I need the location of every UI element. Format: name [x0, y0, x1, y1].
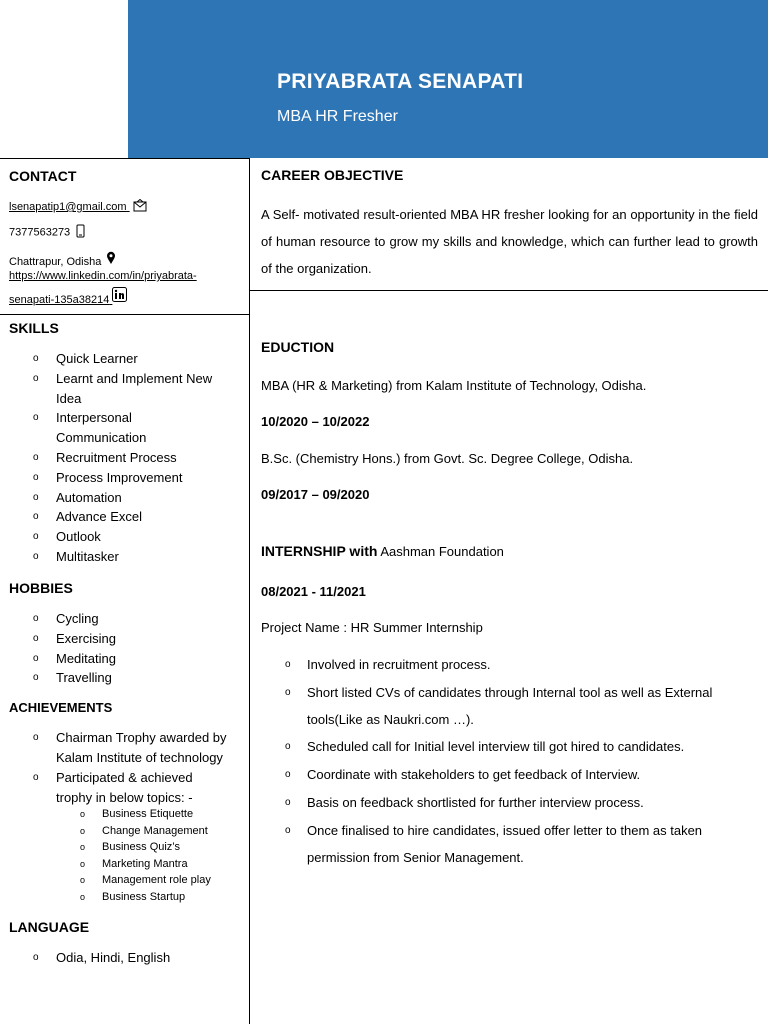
education-dates-2: 09/2017 – 09/2020	[261, 487, 370, 502]
contact-phone-row	[9, 224, 85, 241]
list-item: o Odia, Hindi, English	[0, 948, 248, 968]
contact-heading: CONTACT	[9, 168, 77, 184]
bullet-icon: o	[80, 825, 86, 836]
internship-project: Project Name : HR Summer Internship	[261, 620, 483, 635]
bullet-icon: o	[285, 825, 291, 836]
internship-org: Aashman Foundation	[377, 544, 504, 559]
list-item: o Coordinate with stakeholders to get feedback of Interview.	[261, 761, 758, 788]
education-degree-1: MBA (HR & Marketing) from Kalam Institute of Technology, Odisha.	[261, 378, 647, 393]
list-item: o Business Etiquette	[0, 806, 248, 823]
candidate-role: MBA HR Fresher	[277, 108, 398, 125]
bullet-icon: o	[33, 372, 39, 384]
education-degree-2: B.Sc. (Chemistry Hons.) from Govt. Sc. Degree College, Odisha.	[261, 451, 634, 466]
achievements-heading: ACHIEVEMENTS	[9, 700, 113, 715]
bullet-icon: o	[33, 451, 39, 463]
bullet-icon: o	[33, 491, 39, 503]
contact-email-row	[9, 199, 147, 215]
internship-heading-row	[261, 543, 504, 561]
location-text: Chattrapur, Odisha	[9, 256, 102, 268]
internship-dates: 08/2021 - 11/2021	[261, 584, 366, 599]
list-item: o Quick Learner	[0, 349, 248, 369]
list-item: o Advance Excel	[0, 507, 248, 527]
list-item: o Basis on feedback shortlisted for further interview process.	[261, 789, 758, 816]
list-item: o Short listed CVs of candidates through Internal tool as well as External tools(Like as Naukri.com …).	[261, 679, 758, 733]
bullet-icon: o	[33, 412, 39, 424]
linkedin-icon	[112, 287, 127, 305]
candidate-name: PRIYABRATA SENAPATI	[277, 70, 524, 93]
bullet-icon: o	[80, 858, 86, 869]
bullet-icon: o	[33, 353, 39, 364]
left-skills-divider	[0, 314, 249, 315]
bullet-icon: o	[285, 769, 291, 780]
internship-points-list	[261, 651, 758, 871]
envelope-icon	[133, 199, 147, 215]
list-item: o Automation	[0, 488, 248, 508]
left-contact-divider	[0, 158, 249, 159]
bullet-icon: o	[285, 741, 291, 752]
location-pin-icon	[106, 251, 116, 268]
skills-list	[0, 349, 248, 567]
list-item: o Exercising	[0, 629, 248, 649]
linkedin-link-line2[interactable]: senapati-135a38214	[9, 293, 110, 306]
list-item: o Participated & achieved trophy in below topics: -	[33, 770, 193, 805]
bullet-icon: o	[33, 652, 39, 664]
column-divider	[249, 158, 250, 1024]
bullet-icon: o	[33, 632, 39, 644]
list-item: o Cycling	[0, 609, 248, 629]
list-item: o Management role play	[0, 872, 248, 889]
list-item: o Process Improvement	[0, 468, 248, 488]
list-item: o Business Quiz’s	[0, 839, 248, 856]
right-career-divider	[249, 290, 768, 291]
bullet-icon: o	[33, 772, 39, 783]
language-heading: LANGUAGE	[9, 919, 90, 935]
bullet-icon: o	[285, 797, 291, 808]
bullet-icon: o	[33, 471, 39, 483]
skills-heading: SKILLS	[9, 320, 59, 336]
list-item: o Interpersonal Communication	[33, 410, 147, 446]
list-item: o Involved in recruitment process.	[261, 651, 758, 678]
list-item: o Outlook	[0, 527, 248, 547]
list-item: o Once finalised to hire candidates, issued offer letter to them as taken permission from Senior Management.	[261, 817, 758, 871]
achievements-list	[0, 728, 248, 808]
list-item: o Travelling	[0, 668, 248, 688]
list-item: o Chairman Trophy awarded by Kalam Institute of technology	[33, 730, 227, 765]
list-item: o Multitasker	[0, 547, 248, 567]
bullet-icon: o	[80, 842, 86, 853]
internship-heading: INTERNSHIP with	[261, 543, 378, 559]
list-item: o Change Management	[0, 823, 248, 840]
mobile-phone-icon	[76, 224, 85, 241]
bullet-icon: o	[80, 875, 86, 886]
phone-number: 7377563273	[9, 226, 71, 239]
list-item: o Recruitment Process	[0, 448, 248, 468]
list-item: o Business Startup	[0, 889, 248, 906]
bullet-icon: o	[33, 672, 39, 684]
language-list	[0, 948, 248, 968]
list-item: o Scheduled call for Initial level interview till got hired to candidates.	[261, 733, 758, 760]
linkedin-link-line1[interactable]: https://www.linkedin.com/in/priyabrata-	[9, 270, 197, 282]
bullet-icon: o	[285, 659, 291, 670]
achievement-topics-list	[0, 806, 248, 906]
bullet-icon: o	[285, 687, 291, 698]
hobbies-heading: HOBBIES	[9, 580, 73, 596]
education-heading: EDUCTION	[261, 339, 335, 355]
linkedin-link-row	[9, 291, 127, 309]
bullet-icon: o	[33, 952, 39, 963]
education-dates-1: 10/2020 – 10/2022	[261, 414, 370, 429]
list-item: o Learnt and Implement New Idea	[33, 370, 213, 406]
bullet-icon: o	[80, 891, 86, 902]
bullet-icon: o	[33, 531, 39, 543]
career-objective-text: A Self- motivated result-oriented MBA HR fresher looking for an opportunity in the field of human resource to grow my skills and knowledge, which can further lead to growth of the organization.	[261, 207, 758, 276]
list-item: o Marketing Mantra	[0, 856, 248, 873]
list-item: o Meditating	[0, 649, 248, 669]
email-link[interactable]: lsenapatip1@gmail.com	[9, 200, 127, 213]
header-banner	[128, 0, 768, 158]
bullet-icon: o	[33, 511, 39, 523]
bullet-icon: o	[33, 550, 39, 562]
bullet-icon: o	[33, 613, 39, 624]
career-objective-heading: CAREER OBJECTIVE	[261, 167, 404, 183]
hobbies-list	[0, 609, 248, 688]
bullet-icon: o	[80, 809, 86, 819]
bullet-icon: o	[33, 732, 39, 743]
